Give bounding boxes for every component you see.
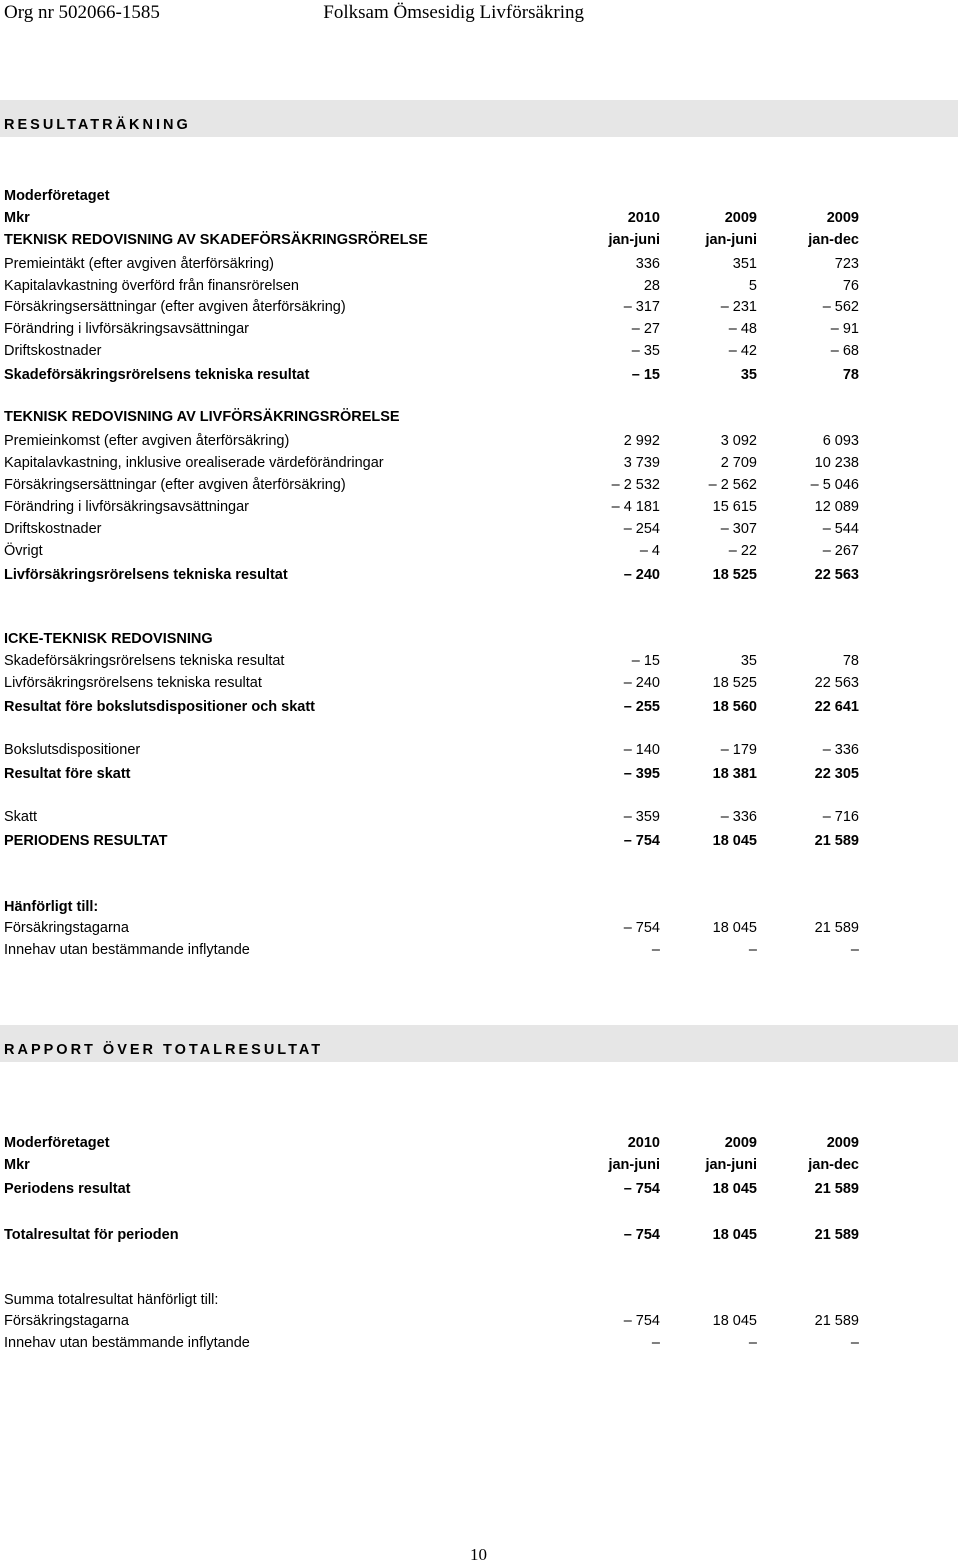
cell-value: – 359 <box>623 809 660 825</box>
cell-value: – 5 046 <box>810 477 859 493</box>
row-label: Premieinkomst (efter avgiven återförsäkring) <box>4 433 290 449</box>
row-label: Förändring i livförsäkringsavsättningar <box>4 499 249 515</box>
cell-value: – 68 <box>830 343 859 359</box>
table-row <box>0 296 960 318</box>
col-year: 2009 <box>724 1135 757 1151</box>
cell-value: 6 093 <box>822 433 859 449</box>
cell-value: – 4 <box>639 543 660 559</box>
row-label: Skadeförsäkringsrörelsens tekniska resultat <box>4 367 310 383</box>
section-heading: Hänförligt till: <box>4 899 99 915</box>
cell-value: 336 <box>635 256 660 272</box>
col-year: 2009 <box>724 210 757 226</box>
cell-value: – 140 <box>623 742 660 758</box>
row-label: Försäkringsersättningar (efter avgiven återförsäkring) <box>4 477 346 493</box>
row-label: Resultat före bokslutsdispositioner och skatt <box>4 699 315 715</box>
row-label: Premieintäkt (efter avgiven återförsäkring) <box>4 256 274 272</box>
cell-value: 18 045 <box>712 1181 757 1197</box>
cell-value: 28 <box>643 278 660 294</box>
cell-value: – 42 <box>728 343 757 359</box>
cell-value: – <box>850 942 859 958</box>
row-label: Livförsäkringsrörelsens tekniska resultat <box>4 567 288 583</box>
total-row <box>0 364 960 386</box>
row-label: Moderföretaget <box>4 1135 110 1151</box>
table-row <box>0 496 960 518</box>
col-period: jan-juni <box>608 1157 660 1173</box>
table-row <box>0 518 960 540</box>
period-header-row <box>0 1154 960 1176</box>
row-label: Driftskostnader <box>4 343 102 359</box>
year-header-row <box>0 207 960 229</box>
company-label-row <box>0 185 960 207</box>
table-row <box>0 739 960 761</box>
cell-value: 18 045 <box>712 1227 757 1243</box>
table-row <box>0 540 960 562</box>
cell-value: 18 045 <box>712 920 757 936</box>
row-label: Försäkringsersättningar (efter avgiven återförsäkring) <box>4 299 346 315</box>
cell-value: 21 589 <box>814 1313 859 1329</box>
cell-value: – <box>850 1335 859 1351</box>
cell-value: 78 <box>842 367 859 383</box>
cell-value: – <box>651 1335 660 1351</box>
table-row <box>0 806 960 828</box>
cell-value: 18 560 <box>712 699 757 715</box>
row-label: Innehav utan bestämmande inflytande <box>4 1335 250 1351</box>
col-period: jan-dec <box>808 1157 859 1173</box>
cell-value: – 240 <box>623 675 660 691</box>
cell-value: – 179 <box>720 742 757 758</box>
cell-value: 3 739 <box>623 455 660 471</box>
cell-value: 18 381 <box>712 766 757 782</box>
cell-value: 18 525 <box>712 675 757 691</box>
cell-value: 22 563 <box>814 675 859 691</box>
cell-value: – 35 <box>631 343 660 359</box>
row-label: Förändring i livförsäkringsavsättningar <box>4 321 249 337</box>
period-header-row <box>0 229 960 251</box>
row-label: PERIODENS RESULTAT <box>4 833 168 849</box>
cell-value: – 562 <box>822 299 859 315</box>
section-heading-row <box>0 1289 960 1311</box>
section-heading: TEKNISK REDOVISNING AV SKADEFÖRSÄKRINGSRÖRELSE <box>4 232 428 248</box>
row-label: Totalresultat för perioden <box>4 1227 179 1243</box>
cell-value: 35 <box>740 653 757 669</box>
total-row <box>0 763 960 785</box>
row-label: Innehav utan bestämmande inflytande <box>4 942 250 958</box>
section-heading-row <box>0 406 960 428</box>
col-year: 2010 <box>627 210 660 226</box>
row-label: Kapitalavkastning överförd från finansrörelsen <box>4 278 299 294</box>
table-row <box>0 474 960 496</box>
cell-value: – 15 <box>631 367 660 383</box>
row-label: Försäkringstagarna <box>4 920 129 936</box>
cell-value: – 754 <box>623 920 660 936</box>
section-band-resultat <box>0 100 958 137</box>
section-heading-row <box>0 896 960 918</box>
section-title: RESULTATRÄKNING <box>4 117 191 133</box>
row-label: Resultat före skatt <box>4 766 131 782</box>
cell-value: – 48 <box>728 321 757 337</box>
col-period: jan-juni <box>608 232 660 248</box>
cell-value: – 254 <box>623 521 660 537</box>
row-label: Skadeförsäkringsrörelsens tekniska resultat <box>4 653 285 669</box>
cell-value: 18 045 <box>712 833 757 849</box>
cell-value: 2 992 <box>623 433 660 449</box>
col-year: 2009 <box>826 210 859 226</box>
cell-value: 12 089 <box>814 499 859 515</box>
row-label: Skatt <box>4 809 38 825</box>
company-name: Folksam Ömsesidig Livförsäkring <box>323 2 584 23</box>
cell-value: – 2 562 <box>708 477 757 493</box>
row-label: Moderföretaget <box>4 188 110 204</box>
cell-value: – 22 <box>728 543 757 559</box>
table-row <box>0 1310 960 1332</box>
cell-value: – <box>651 942 660 958</box>
cell-value: – 231 <box>720 299 757 315</box>
col-period: jan-juni <box>705 232 757 248</box>
total-row <box>0 1224 960 1246</box>
table-row <box>0 1332 960 1354</box>
cell-value: 76 <box>842 278 859 294</box>
row-label: Bokslutsdispositioner <box>4 742 141 758</box>
table-row <box>0 672 960 694</box>
table-row <box>0 253 960 275</box>
table-row <box>0 939 960 961</box>
cell-value: 78 <box>842 653 859 669</box>
org-number: Org nr 502066-1585 <box>4 2 160 23</box>
row-label: Summa totalresultat hänförligt till: <box>4 1292 219 1308</box>
cell-value: 18 525 <box>712 567 757 583</box>
row-label: Mkr <box>4 210 30 226</box>
cell-value: 21 589 <box>814 1181 859 1197</box>
page-header <box>0 0 960 26</box>
row-label: Övrigt <box>4 543 43 559</box>
cell-value: – 267 <box>822 543 859 559</box>
cell-value: – <box>748 1335 757 1351</box>
table-row <box>0 340 960 362</box>
cell-value: 2 709 <box>720 455 757 471</box>
cell-value: – 754 <box>623 833 660 849</box>
cell-value: 18 045 <box>712 1313 757 1329</box>
cell-value: 35 <box>740 367 757 383</box>
table-row <box>0 430 960 452</box>
total-row <box>0 564 960 586</box>
section-heading: ICKE-TEKNISK REDOVISNING <box>4 631 213 647</box>
cell-value: – 317 <box>623 299 660 315</box>
section-heading: TEKNISK REDOVISNING AV LIVFÖRSÄKRINGSRÖRELSE <box>4 409 400 425</box>
row-label: Driftskostnader <box>4 521 102 537</box>
table-row <box>0 318 960 340</box>
cell-value: 21 589 <box>814 920 859 936</box>
col-period: jan-juni <box>705 1157 757 1173</box>
cell-value: – <box>748 942 757 958</box>
cell-value: – 754 <box>623 1313 660 1329</box>
page-number: 10 <box>470 1545 487 1564</box>
row-label: Försäkringstagarna <box>4 1313 129 1329</box>
section-heading-row <box>0 628 960 650</box>
cell-value: 22 641 <box>814 699 859 715</box>
cell-value: – 336 <box>720 809 757 825</box>
cell-value: 3 092 <box>720 433 757 449</box>
cell-value: – 307 <box>720 521 757 537</box>
cell-value: 21 589 <box>814 1227 859 1243</box>
cell-value: – 15 <box>631 653 660 669</box>
row-label: Mkr <box>4 1157 30 1173</box>
section-title: RAPPORT ÖVER TOTALRESULTAT <box>4 1042 324 1058</box>
cell-value: 10 238 <box>814 455 859 471</box>
cell-value: 15 615 <box>712 499 757 515</box>
cell-value: – 4 181 <box>611 499 660 515</box>
section-band-totalresultat <box>0 1025 958 1062</box>
cell-value: – 754 <box>623 1227 660 1243</box>
total-row <box>0 830 960 852</box>
cell-value: 21 589 <box>814 833 859 849</box>
table-row <box>0 275 960 297</box>
cell-value: – 395 <box>623 766 660 782</box>
row-label: Kapitalavkastning, inklusive orealiserade värdeförändringar <box>4 455 384 471</box>
cell-value: – 544 <box>822 521 859 537</box>
cell-value: 22 305 <box>814 766 859 782</box>
cell-value: – 2 532 <box>611 477 660 493</box>
total-row <box>0 1178 960 1200</box>
col-year: 2009 <box>826 1135 859 1151</box>
cell-value: – 716 <box>822 809 859 825</box>
cell-value: – 240 <box>623 567 660 583</box>
table-row <box>0 452 960 474</box>
total-row <box>0 696 960 718</box>
cell-value: 723 <box>834 256 859 272</box>
col-year: 2010 <box>627 1135 660 1151</box>
cell-value: – 754 <box>623 1181 660 1197</box>
cell-value: – 91 <box>830 321 859 337</box>
cell-value: 22 563 <box>814 567 859 583</box>
cell-value: – 336 <box>822 742 859 758</box>
cell-value: 351 <box>732 256 757 272</box>
cell-value: – 255 <box>623 699 660 715</box>
cell-value: – 27 <box>631 321 660 337</box>
col-period: jan-dec <box>808 232 859 248</box>
year-header-row <box>0 1132 960 1154</box>
cell-value: 5 <box>748 278 757 294</box>
table-row <box>0 917 960 939</box>
row-label: Periodens resultat <box>4 1181 131 1197</box>
table-row <box>0 650 960 672</box>
row-label: Livförsäkringsrörelsens tekniska resultat <box>4 675 262 691</box>
